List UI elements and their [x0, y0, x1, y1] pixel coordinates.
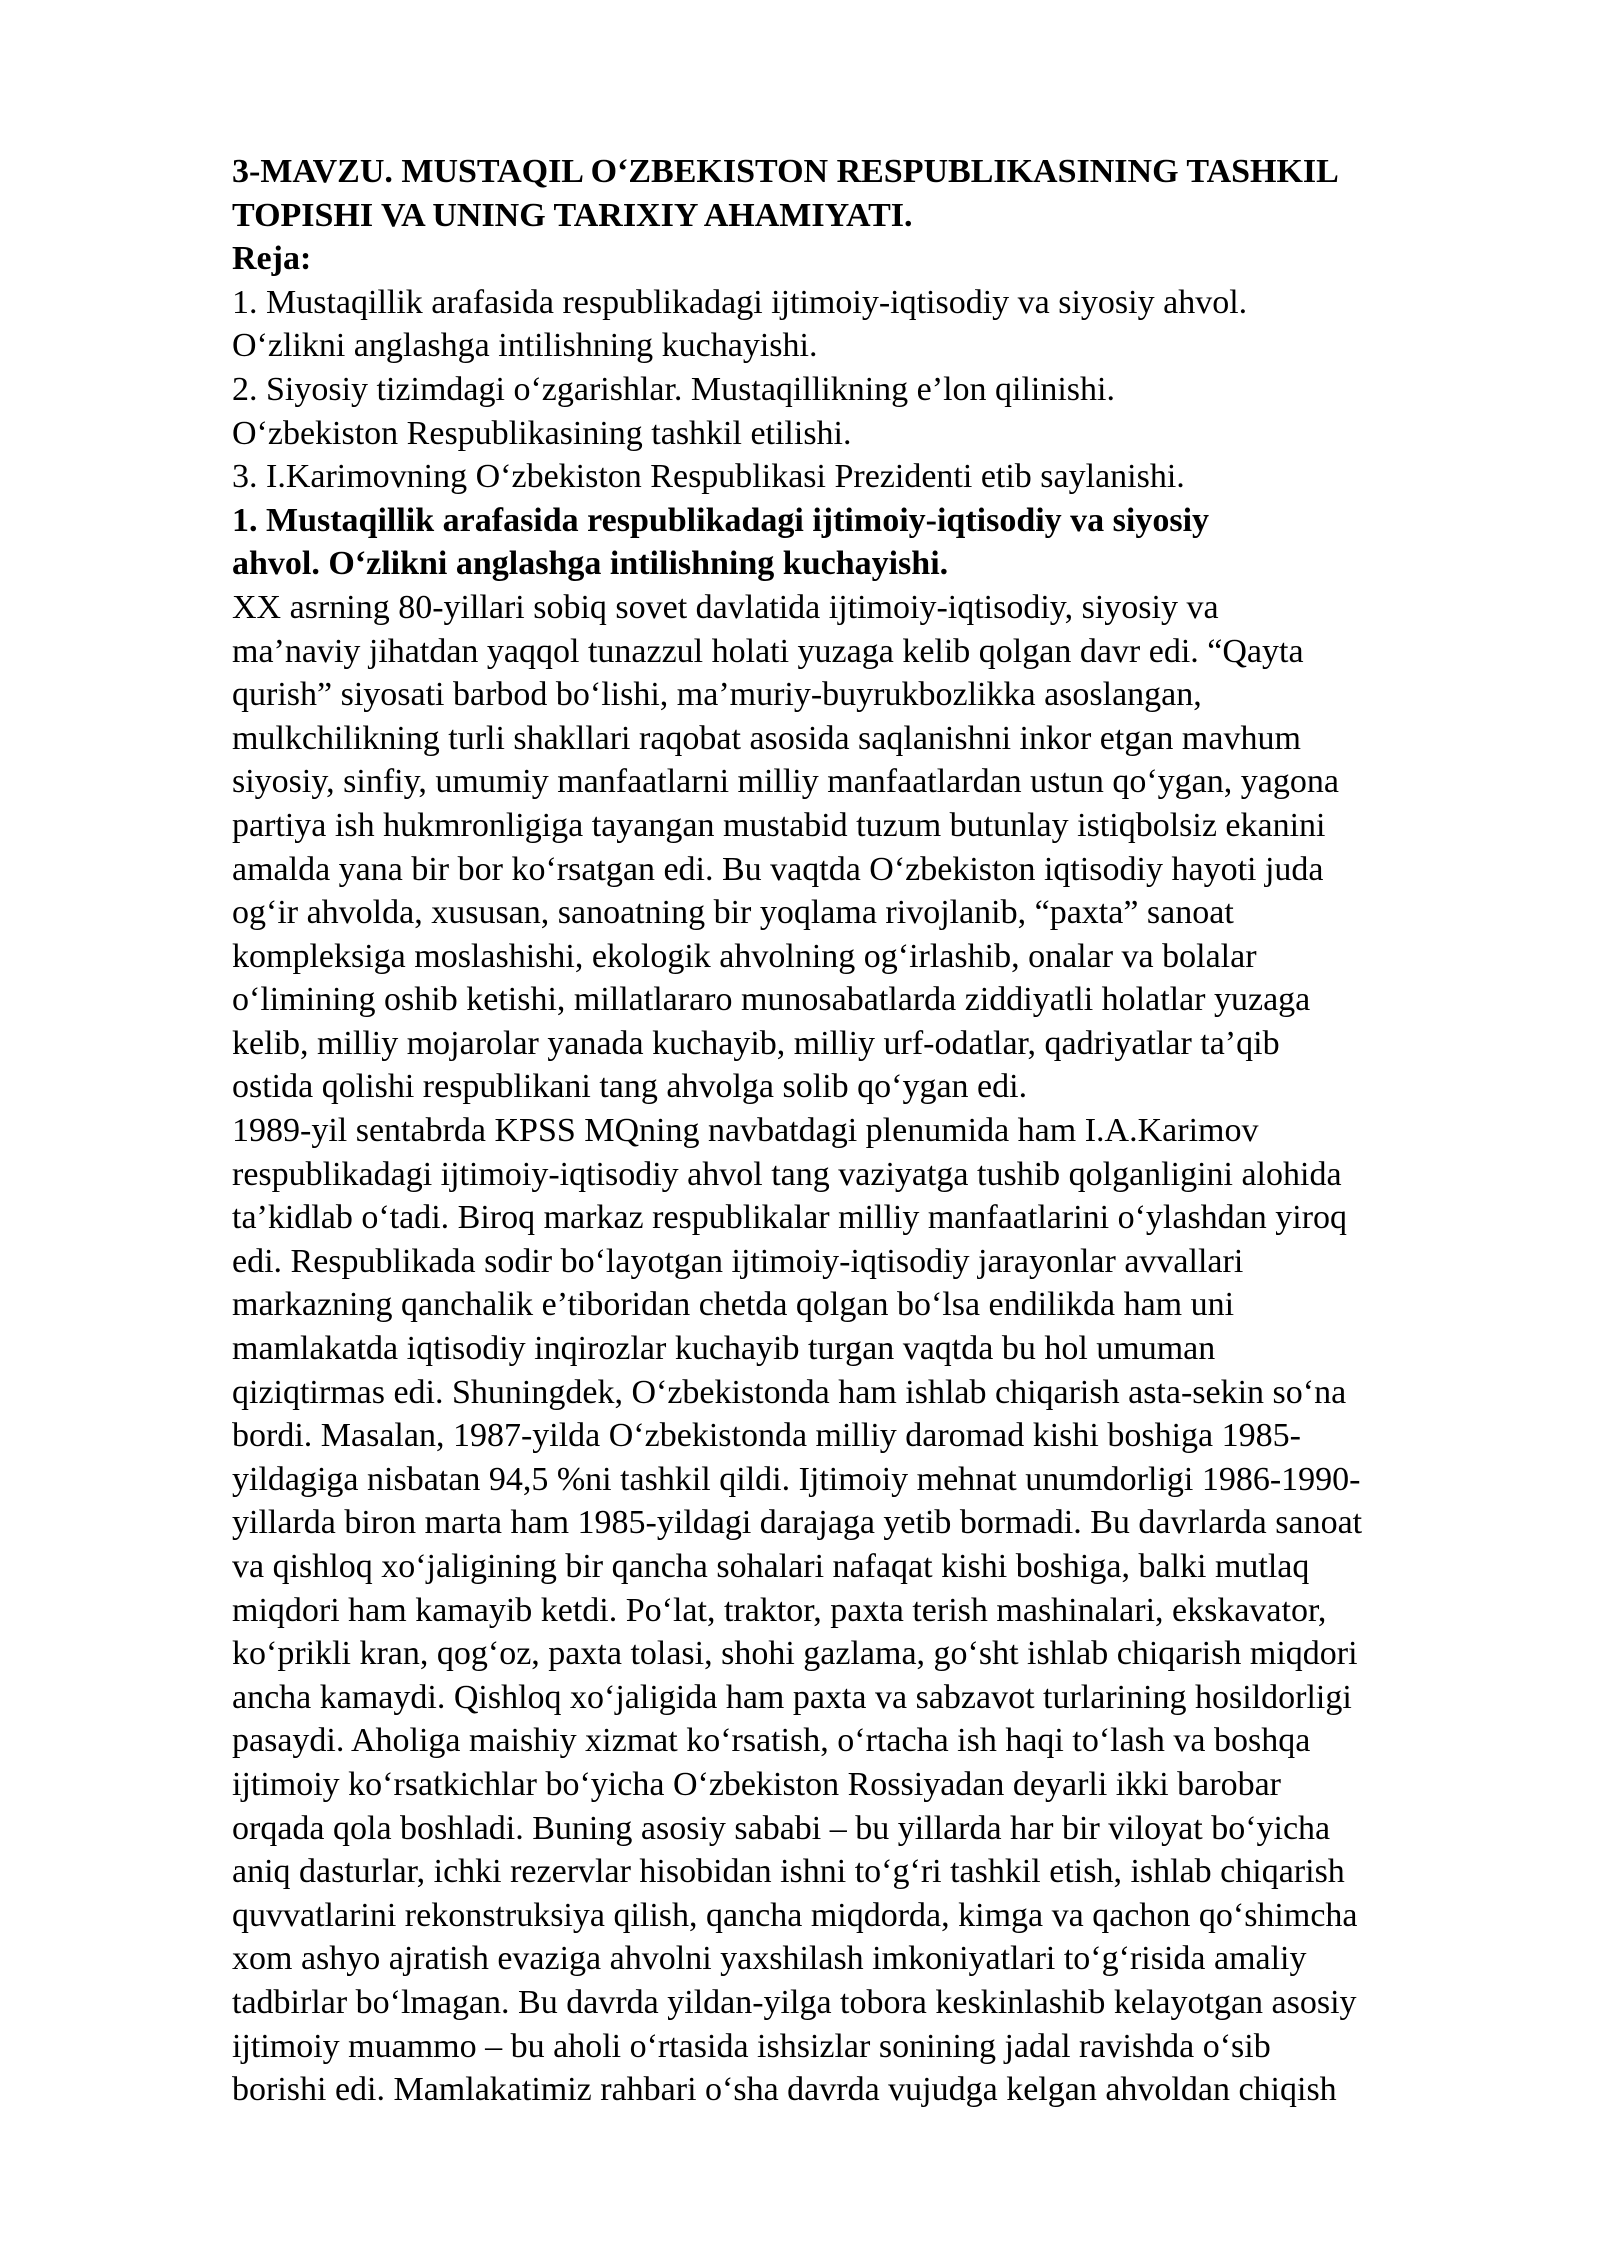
paragraph-line: partiya ish hukmronligiga tayangan mustabid tuzum butunlay istiqbolsiz ekanini — [232, 806, 1326, 844]
paragraph-line: amalda yana bir bor ko‘rsatgan edi. Bu vaqtda O‘zbekiston iqtisodiy hayoti juda — [232, 850, 1324, 888]
paragraph-line: XX asrning 80-yillari sobiq sovet davlatida ijtimoiy-iqtisodiy, siyosiy va — [232, 588, 1219, 626]
plan-heading: Reja: — [232, 240, 312, 278]
plan-item-line: O‘zlikni anglashga intilishning kuchayishi. — [232, 327, 818, 365]
section-heading — [232, 499, 1532, 586]
paragraph-line: xom ashyo ajratish evaziga ahvolni yaxshilash imkoniyatlari to‘g‘risida amaliy — [232, 1940, 1307, 1978]
paragraph-line: 1989-yil sentabrda KPSS MQning navbatdagi plenumida ham I.A.Karimov — [232, 1112, 1259, 1150]
paragraph-line: borishi edi. Mamlakatimiz rahbari o‘sha davrda vujudga kelgan ahvoldan chiqish — [232, 2071, 1337, 2109]
paragraph-2 — [232, 1109, 1532, 2112]
plan-item-line: 1. Mustaqillik arafasida respublikadagi ijtimoiy-iqtisodiy va siyosiy ahvol. — [232, 283, 1248, 321]
paragraph-line: edi. Respublikada sodir bo‘layotgan ijtimoiy-iqtisodiy jarayonlar avvallari — [232, 1242, 1244, 1280]
paragraph-line: kelib, milliy mojarolar yanada kuchayib, milliy urf-odatlar, qadriyatlar ta’qib — [232, 1024, 1280, 1062]
paragraph-line: aniq dasturlar, ichki rezervlar hisobidan ishni to‘g‘ri tashkil etish, ishlab chiqarish — [232, 1853, 1345, 1891]
document-page — [232, 150, 1532, 2112]
paragraph-line: mamlakatda iqtisodiy inqirozlar kuchayib turgan vaqtda bu hol umuman — [232, 1330, 1216, 1368]
section-heading-line: 1. Mustaqillik arafasida respublikadagi ijtimoiy-iqtisodiy va siyosiy — [232, 501, 1210, 539]
paragraph-line: og‘ir ahvolda, xususan, sanoatning bir yoqlama rivojlanib, “paxta” sanoat — [232, 894, 1234, 932]
plan-item-line: 3. I.Karimovning O‘zbekiston Respublikasi Prezidenti etib saylanishi. — [232, 458, 1185, 496]
paragraph-line: siyosiy, sinfiy, umumiy manfaatlarni milliy manfaatlardan ustun qo‘ygan, yagona — [232, 763, 1339, 801]
paragraph-line: markazning qanchalik e’tiboridan chetda qolgan bo‘lsa endilikda ham uni — [232, 1286, 1235, 1324]
plan-list — [232, 281, 1532, 499]
section-heading-line: ahvol. O‘zlikni anglashga intilishning kuchayishi. — [232, 545, 949, 583]
paragraph-line: ijtimoiy muammo – bu aholi o‘rtasida ishsizlar sonining jadal ravishda o‘sib — [232, 2027, 1271, 2065]
paragraph-line: mulkchilikning turli shakllari raqobat asosida saqlanishni inkor etgan mavhum — [232, 719, 1301, 757]
paragraph-line: o‘limining oshib ketishi, millatlararo munosabatlarda ziddiyatli holatlar yuzaga — [232, 981, 1311, 1019]
paragraph-line: qurish” siyosati barbod bo‘lishi, ma’muriy-buyrukbozlikka asoslangan, — [232, 676, 1202, 714]
title-line: 3-MAVZU. MUSTAQIL O‘ZBEKISTON RESPUBLIKASINING TASHKIL — [232, 153, 1339, 190]
plan-item-line: O‘zbekiston Respublikasining tashkil etilishi. — [232, 414, 852, 452]
paragraph-line: yildagiga nisbatan 94,5 %ni tashkil qildi. Ijtimoiy mehnat unumdorligi 1986-1990- — [232, 1460, 1361, 1498]
paragraph-line: va qishloq xo‘jaligining bir qancha sohalari nafaqat kishi boshiga, balki mutlaq — [232, 1548, 1310, 1585]
paragraph-1 — [232, 586, 1532, 1109]
paragraph-line: quvvatlarini rekonstruksiya qilish, qancha miqdorda, kimga va qachon qo‘shimcha — [232, 1896, 1358, 1934]
paragraph-line: ma’naviy jihatdan yaqqol tunazzul holati yuzaga kelib qolgan davr edi. “Qayta — [232, 632, 1304, 670]
paragraph-line: yillarda biron marta ham 1985-yildagi darajaga yetib bormadi. Bu davrlarda sanoat — [232, 1504, 1363, 1542]
paragraph-line: respublikadagi ijtimoiy-iqtisodiy ahvol tang vaziyatga tushib qolganligini alohida — [232, 1155, 1342, 1193]
paragraph-line: ko‘prikli kran, qog‘oz, paxta tolasi, shohi gazlama, go‘sht ishlab chiqarish miqdori — [232, 1635, 1358, 1673]
paragraph-line: orqada qola boshladi. Buning asosiy sababi – bu yillarda har bir viloyat bo‘yicha — [232, 1809, 1331, 1847]
paragraph-line: kompleksiga moslashishi, ekologik ahvolning og‘irlashib, onalar va bolalar — [232, 937, 1257, 975]
paragraph-line: bordi. Masalan, 1987-yilda O‘zbekistonda milliy daromad kishi boshiga 1985- — [232, 1417, 1301, 1455]
plan-item-line: 2. Siyosiy tizimdagi o‘zgarishlar. Mustaqillikning e’lon qilinishi. — [232, 370, 1115, 408]
paragraph-line: qiziqtirmas edi. Shuningdek, O‘zbekistonda ham ishlab chiqarish asta-sekin so‘na — [232, 1373, 1347, 1411]
paragraph-line: tadbirlar bo‘lmagan. Bu davrda yildan-yilga tobora keskinlashib kelayotgan asosiy — [232, 1983, 1357, 2021]
document-title — [232, 150, 1532, 237]
paragraph-line: ostida qolishi respublikani tang ahvolga solib qo‘ygan edi. — [232, 1068, 1028, 1106]
paragraph-line: miqdori ham kamayib ketdi. Po‘lat, traktor, paxta terish mashinalari, ekskavator, — [232, 1591, 1327, 1629]
paragraph-line: ancha kamaydi. Qishloq xo‘jaligida ham paxta va sabzavot turlarining hosildorligi — [232, 1678, 1352, 1716]
paragraph-line: pasaydi. Aholiga maishiy xizmat ko‘rsatish, o‘rtacha ish haqi to‘lash va boshqa — [232, 1722, 1311, 1760]
title-line: TOPISHI VA UNING TARIXIY AHAMIYATI. — [232, 196, 913, 234]
paragraph-line: ta’kidlab o‘tadi. Biroq markaz respublikalar milliy manfaatlarini o‘ylashdan yiroq — [232, 1199, 1348, 1237]
paragraph-line: ijtimoiy ko‘rsatkichlar bo‘yicha O‘zbekiston Rossiyadan deyarli ikki barobar — [232, 1765, 1282, 1803]
